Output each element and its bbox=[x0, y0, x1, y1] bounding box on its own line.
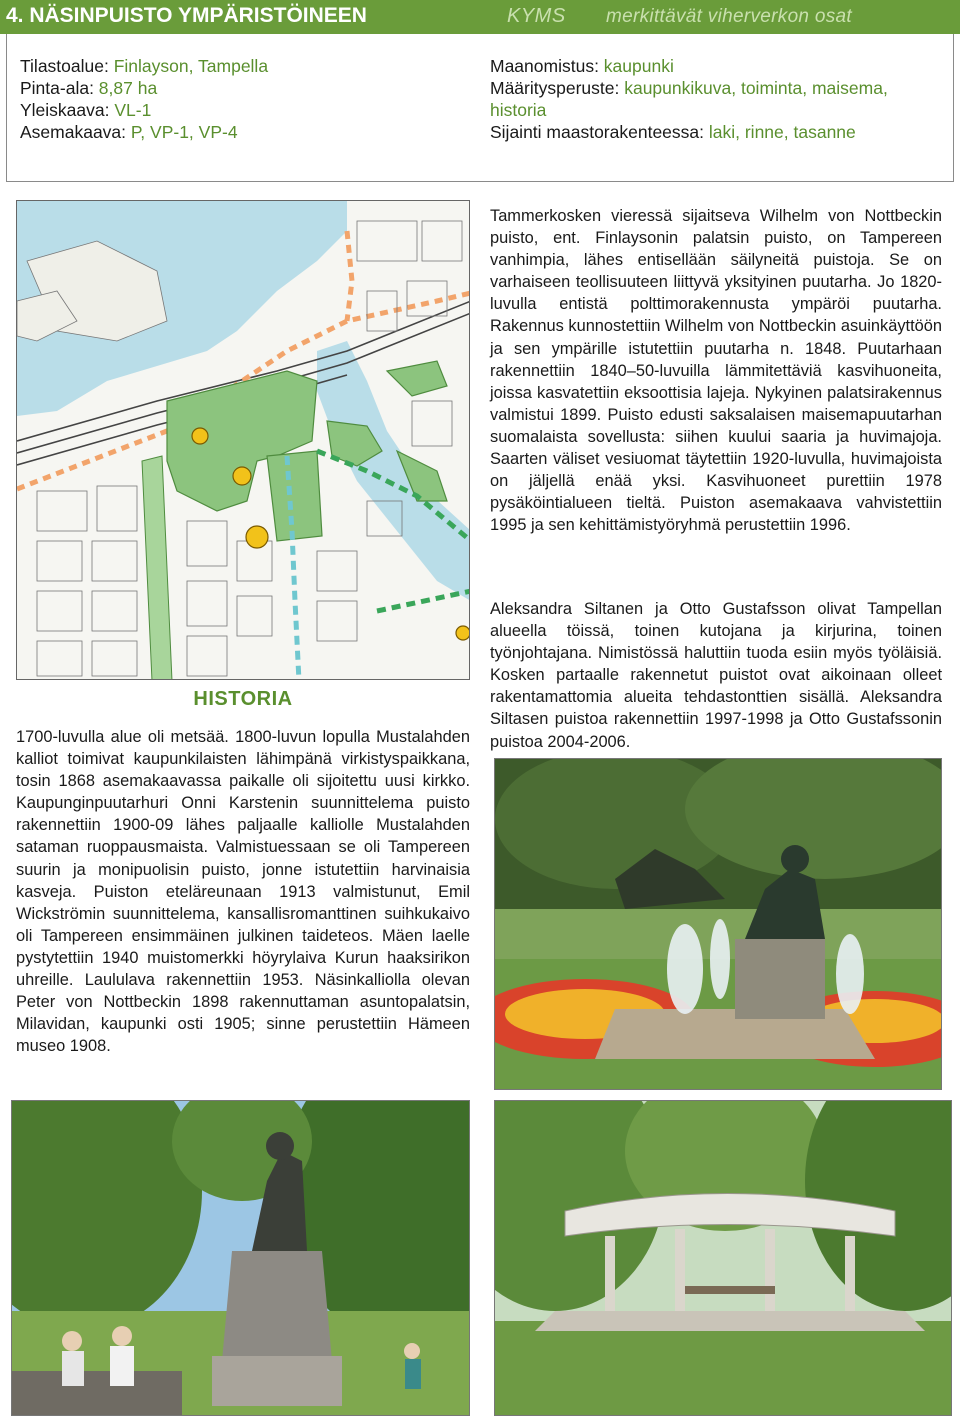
historia-text: 1700-luvulla alue oli metsää. 1800-luvun lopulla Mustalahden kalliot toimivat kaupunkilaisten lähimpänä virkistyspaikkana, tosin 1868 asemakaavassa paikalle oli sijoitettu uusi kirkko. Kaupunginpuutarhuri Onni Karstenin suunnittelema puisto rakennettiin 1900-09 lähes paljaalle kalliolle Mustalahden sataman ruoppausmaista. Valmistuessaan se oli Tampereen suurin ja monipuolisin puisto, jonne istutettiin harvinaisia kasveja. Puiston eteläreunaan 1913 valmistunut, Emil Wickströmin suunnittelema, kansallisromanttinen suihkukaivo oli Tampereen ensimmäinen julkinen taideteos. Mäen laelle pystytettiin 1940 muistomerkki höyrylaiva Kurun haaksirikon uhreille. Laululava rakennettiin 1953. Näsinkalliolla olevan Peter von Nottbeckin 1898 rakennuttaman asuntopalatsin, Milavidan, kaupunki osti 1905; sinne perustettiin Hämeen museo 1908. bbox=[16, 728, 470, 1056]
info-area: Pinta-ala: 8,87 ha bbox=[20, 78, 158, 98]
kuru-memorial-photo bbox=[11, 1100, 470, 1416]
siltanen-gustafsson-text: Aleksandra Siltanen ja Otto Gustafsson olivat Tampellan alueella töissä, toinen kutojana ja kirjurina, toinen työnjohtajana. Nimistössä haluttiin tuoda esiin myös työläisiä. Kosken partaalle rakennetut puistot ovat aikoinaan olleet rakentamattomia alueita tehdastonttien sisällä. Aleksandra Siltasen puistoa rakennettiin 1997-1998 ja Otto Gustafssonin puistoa 2004-2006. bbox=[490, 600, 942, 751]
kyms-label: KYMS bbox=[507, 5, 566, 27]
info-box bbox=[6, 34, 954, 182]
info-ownership: Maanomistus: kaupunki bbox=[490, 56, 674, 76]
info-master-plan: Yleiskaava: VL-1 bbox=[20, 100, 152, 120]
park-map bbox=[16, 200, 470, 680]
header-bar bbox=[0, 0, 960, 34]
pavilion-photo bbox=[494, 1100, 952, 1416]
header-subtitle: merkittävät viherverkon osat bbox=[606, 6, 852, 27]
nottbeck-park-text: Tammerkosken vieressä sijaitseva Wilhelm von Nottbeckin puisto, ent. Finlaysonin palatsin puisto, on Tampereen vanhimpia, lähes entisellään säilyneitä puistoja. Se on varhaiseen teollisuuteen liittyvä yksityinen puutarha. Jo 1820-luvulla entistä polttimorakennusta ympäröi puutarha. Rakennus kunnostettiin Wilhelm von Nottbeckin asuinkäyttöön ja sen ympärille istutettiin puutarha n. 1848. Puutarhaan rakennettiin 1840–50-luvuilla lämmitettäviä kasvihuoneita, joissa kasvatettiin eksoottisia lajeja. Nykyinen palatsirakennus valmistui 1899. Puisto edusti saksalaisen maisemapuutarhan suomalaista sovellusta: siihen kuului saaria ja huvimajoja. Saarten väliset vesiuomat täytettiin 1920-luvulla, huvimajoista on jäljellä enää yksi. Kasvihuoneet purettiin 1978 pysäköintialueen tieltä. Puiston asemakaava vahvistettiin 1995 ja sen kehittämistyöryhmä perustettiin 1996. bbox=[490, 207, 942, 535]
fountain-sculpture-photo bbox=[494, 758, 942, 1090]
info-statistical-area: Tilastoalue: Finlayson, Tampella bbox=[20, 56, 269, 76]
historia-heading: HISTORIA bbox=[193, 688, 293, 710]
info-detailed-plan: Asemakaava: P, VP-1, VP-4 bbox=[20, 122, 238, 142]
info-criteria: Määritysperuste: kaupunkikuva, toiminta, maisema, bbox=[490, 78, 888, 98]
info-criteria-cont: historia bbox=[490, 100, 547, 120]
page-title: 4. NÄSINPUISTO YMPÄRISTÖINEEN bbox=[6, 4, 367, 27]
info-terrain-location: Sijainti maastorakenteessa: laki, rinne, tasanne bbox=[490, 122, 856, 142]
